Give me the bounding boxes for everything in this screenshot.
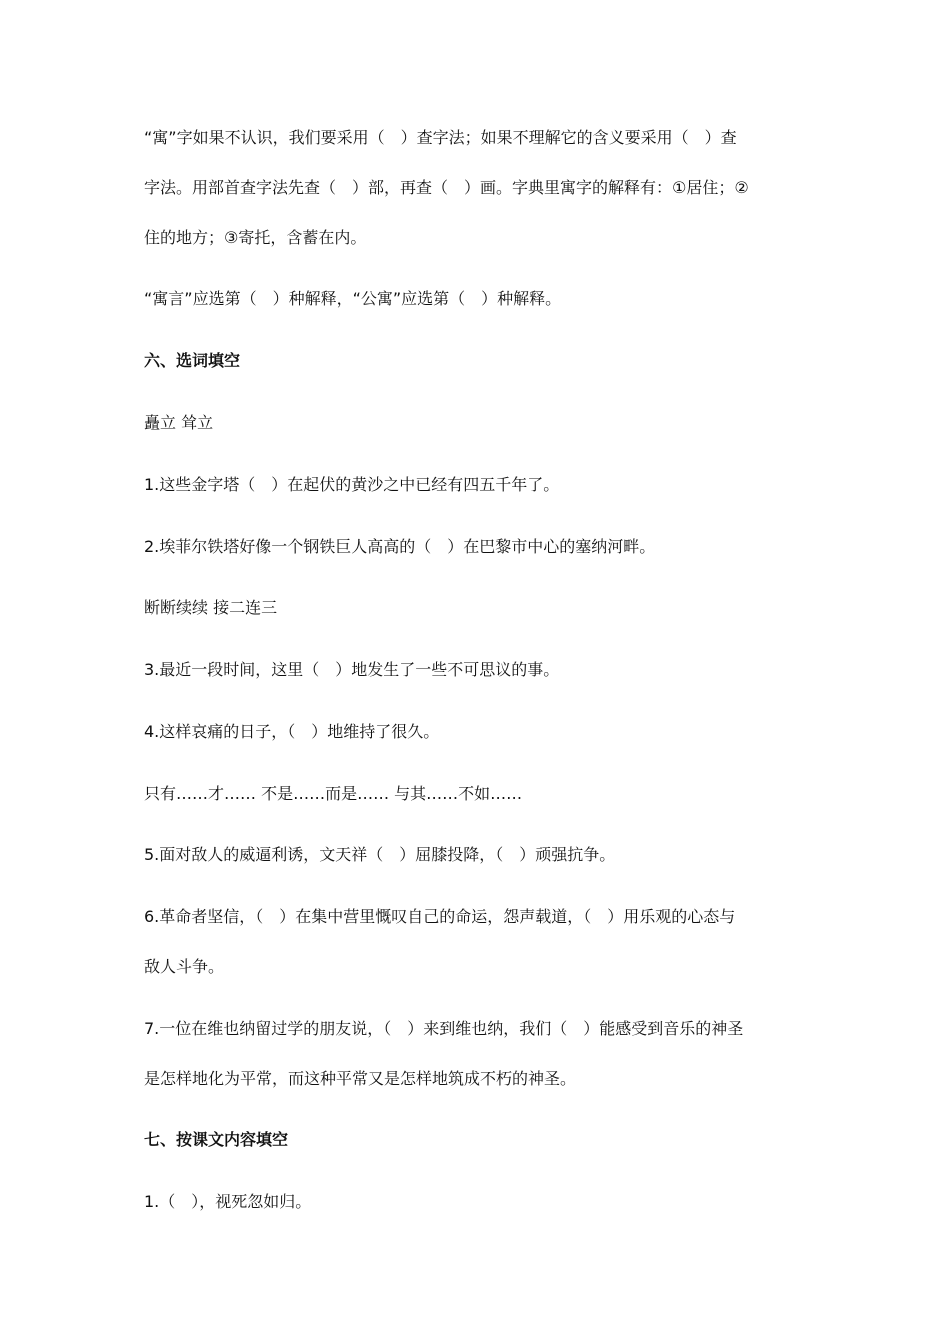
question-item-continuation: 是怎样地化为平常，而这种平常又是怎样地筑成不朽的神圣。: [144, 1069, 577, 1088]
question-item: 1.（ ），视死忽如归。: [144, 1192, 312, 1211]
question-item: 7.一位在维也纳留过学的朋友说，（ ）来到维也纳，我们（ ）能感受到音乐的神圣: [144, 1019, 744, 1038]
word-choices: 矗立 耸立: [144, 413, 214, 432]
section-heading-seven: 七、按课文内容填空: [144, 1130, 289, 1149]
question-item: 5.面对敌人的威逼利诱，文天祥（ ）屈膝投降，（ ）顽强抗争。: [144, 845, 616, 864]
question-item: 2.埃菲尔铁塔好像一个钢铁巨人高高的（ ）在巴黎市中心的塞纳河畔。: [144, 537, 656, 556]
section-heading-six: 六、选词填空: [144, 351, 241, 370]
question-item: 6.革命者坚信，（ ）在集中营里慨叹自己的命运，怨声载道，（ ）用乐观的心态与: [144, 907, 736, 926]
question-item-continuation: 敌人斗争。: [144, 957, 225, 976]
paragraph-line: 字法。用部首查字法先查（ ）部，再查（ ）画。字典里寓字的解释有：①居住；②: [144, 178, 749, 197]
paragraph-line: “寓”字如果不认识，我们要采用（ ）查字法；如果不理解它的含义要采用（ ）查: [144, 128, 737, 147]
paragraph-line: 住的地方；③寄托，含蓄在内。: [144, 228, 367, 247]
word-choices: 断断续续 接二连三: [144, 598, 278, 617]
word-choices: 只有……才…… 不是……而是…… 与其……不如……: [144, 784, 523, 803]
question-item: 1.这些金字塔（ ）在起伏的黄沙之中已经有四五千年了。: [144, 475, 560, 494]
question-item: 4.这样哀痛的日子，（ ）地维持了很久。: [144, 722, 440, 741]
paragraph-line: “寓言”应选第（ ）种解释，“公寓”应选第（ ）种解释。: [144, 289, 562, 308]
question-item: 3.最近一段时间，这里（ ）地发生了一些不可思议的事。: [144, 660, 560, 679]
